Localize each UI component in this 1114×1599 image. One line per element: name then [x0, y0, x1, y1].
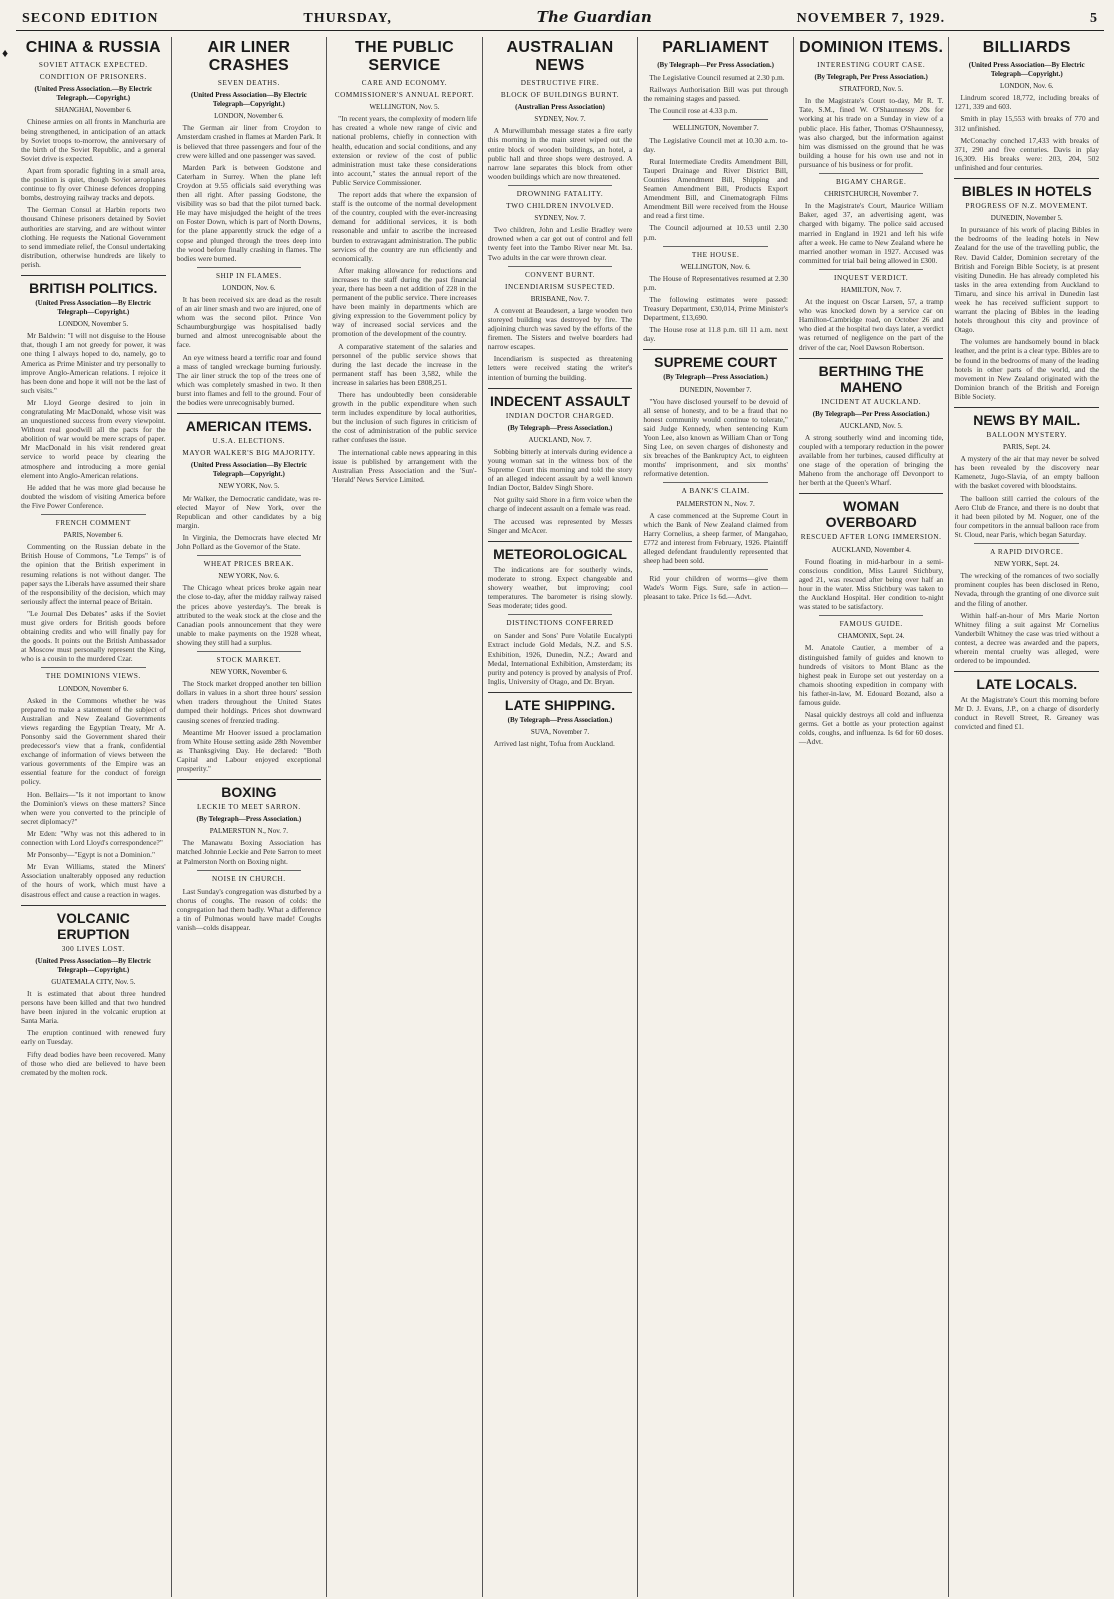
article	[799, 493, 944, 611]
article	[177, 651, 322, 773]
dateline: AUCKLAND, November 4.	[831, 545, 911, 554]
subheading: BIGAMY CHARGE.	[835, 178, 907, 187]
dateline: HAMILTON, Nov. 7.	[840, 285, 902, 294]
dateline: SYDNEY, Nov. 7.	[534, 214, 586, 223]
paragraph: The German Consul at Harbin reports two thousand Chinese prisoners detained by Soviet authorities are starving, and are without winter clothing. He requests the National Government to send immediate relief, the Consul undertaking distribution, otherwise hundreds are likely to perish.	[21, 205, 166, 269]
subheading: LECKIE TO MEET SARRON.	[196, 803, 301, 812]
dateline: NEW YORK, Nov. 5.	[218, 482, 280, 491]
subheading: RESCUED AFTER LONG IMMERSION.	[800, 533, 942, 542]
divider	[508, 266, 613, 267]
subheading: MAYOR WALKER'S BIG MAJORITY.	[182, 449, 316, 458]
wire-credit: (United Press Association—By Electric Telegraph—Copyright.)	[35, 956, 152, 974]
dateline: PARIS, Sept. 24.	[1003, 443, 1051, 452]
wire-credit: (United Press Association—By Electric Telegraph—Copyright.)	[190, 461, 307, 479]
article	[21, 39, 166, 269]
wire-credit: (United Press Association—By Electric Telegraph—Copyright.)	[968, 61, 1085, 79]
headline: AUSTRALIAN NEWS	[506, 39, 614, 74]
paragraph: "In recent years, the complexity of modern life has created a whole new range of civic and national problems, chiefly in connection with health, education and social conditions, and any extension or review of the cost of public administration must take these considerations into account," states the annual report of the Public Service Commissioner.	[332, 114, 477, 187]
headline: NEWS BY MAIL.	[954, 407, 1099, 428]
wire-credit: (United Press Association—By Electric Telegraph—Copyright.)	[35, 298, 152, 317]
dateline: STRATFORD, Nov. 5.	[839, 85, 904, 94]
column-6	[793, 37, 949, 1597]
wire-credit: (Australian Press Association)	[515, 103, 605, 112]
subheading: WHEAT PRICES BREAK.	[203, 560, 295, 569]
divider	[197, 651, 302, 652]
headline: BILLIARDS	[982, 39, 1071, 56]
divider	[663, 482, 768, 483]
paragraph: Railways Authorisation Bill was put through the remaining stages and passed.	[643, 85, 788, 104]
divider	[819, 615, 924, 616]
article	[488, 692, 633, 748]
article	[21, 514, 166, 663]
subheading: A RAPID DIVORCE.	[990, 548, 1064, 557]
article	[177, 779, 322, 866]
article	[21, 905, 166, 1077]
paragraph: A strong southerly wind and incoming tide, coupled with a temporary reduction in the power available from her turbines, caused difficulty at one stage of the operation of bringing the Maheno from the anchorage off Devonport to her berth at the Queen's Wharf.	[798, 432, 944, 488]
wire-credit: (By Telegraph—Press Association.)	[507, 715, 613, 724]
paragraph: An eye witness heard a terrific roar and found a mass of tangled wreckage burning furiously. The air liner struck the top of the trees one of which was completely smashed in two. It then burst into flames and fell to the ground. Four of the bodies were unrecognisably burned.	[176, 352, 322, 407]
subheading: BALLOON MYSTERY.	[986, 431, 1068, 439]
dateline: PARIS, November 6.	[63, 531, 123, 540]
dateline: AUCKLAND, Nov. 5.	[839, 421, 903, 430]
paragraph: Marden Park is between Godstone and Caterham in Surrey. When the plane left Croydon at 9.55 officials said everything was then all right. After passing Godstone, the visibility was so bad that the pilot turned back. He may have misjudged the height of the trees on Foster Down, which is part of North Downs, for the plane apparently struck the edge of a copse and plunged through the trees deep into the wood before finally crashing in flames. The bodies were burned.	[176, 162, 322, 263]
paragraph: Chinese armies on all fronts in Manchuria are being strengthened, in anticipation of an attack by Soviet troops to-morrow, the anniversary of the birth of the Soviet Republic, and a general Soviet drive is expected.	[21, 117, 166, 163]
subheading: THE HOUSE.	[691, 250, 740, 259]
paragraph: In the Magistrate's Court to-day, Mr R. T. Tate, S.M., fined W. O'Shaunnessy 20s for working at his trade on a Sunday in view of a public place. His father, Thomas O'Shaunnessy, was also charged, but the information against him was dismissed on the ground that he was building a house for his own use and not in pursuance of his business or for profit.	[798, 96, 944, 169]
paragraph: Meantime Mr Hoover issued a proclamation from White House setting aside 28th November as Thanksgiving Day. He declared: "Both Capital and Labour enjoyed exceptional prosperity."	[176, 727, 322, 773]
subheading: FRENCH COMMENT	[55, 519, 131, 528]
article	[799, 358, 944, 488]
divider	[197, 870, 302, 871]
headline: INDECENT ASSAULT	[488, 388, 633, 409]
article	[643, 119, 788, 241]
dateline: BRISBANE, Nov. 7.	[530, 294, 590, 303]
dateline: NEW YORK, November 6.	[210, 668, 288, 677]
paragraph: Mr Ponsonby—"Egypt is not a Dominion."	[27, 850, 155, 860]
dateline: WELLINGTON, November 7.	[672, 124, 759, 133]
column-5	[637, 37, 793, 1597]
dateline: SYDNEY, Nov. 7.	[534, 115, 586, 124]
headline: AIR LINER CRASHES	[207, 39, 291, 74]
divider	[819, 173, 924, 174]
article	[799, 269, 944, 352]
subheading: INCIDENT AT AUCKLAND.	[821, 397, 922, 406]
paragraph: A comparative statement of the salaries and personnel of the public service shows that during the last decade the increase in the permanent staff has been 3,582, while the increase in salaries has been £808,251.	[332, 341, 477, 387]
paragraph: Rural Intermediate Credits Amendment Bill, Tauperi Drainage and River District Bill, Counties Amendment Bill, Shipping and Seamen Amendment Bill, Products Export Amendment Bill, and Cinematograph Films Amendment Bill were received from the House and read a first time.	[643, 156, 788, 221]
article	[954, 178, 1099, 401]
headline: PARLIAMENT	[662, 39, 769, 56]
paragraph: The German air liner from Croydon to Amsterdam crashed in flames at Marden Park. It is believed that three passengers and four of the crew were killed and one passenger was saved.	[176, 123, 322, 160]
paragraph: Smith in play 15,553 with breaks of 770 and 312 unfinished.	[954, 114, 1100, 133]
article	[21, 275, 166, 510]
paragraph: It is estimated that about three hundred persons have been killed and that two hundred have been injured in the volcanic eruption at Santa Maria.	[21, 988, 166, 1026]
article	[643, 482, 788, 565]
divider	[819, 269, 924, 270]
headline: WOMAN OVERBOARD	[799, 493, 944, 530]
article	[799, 173, 944, 265]
paragraph: Arrived last night, Tofua from Auckland.	[493, 739, 615, 749]
wire-credit: (United Press Association.—By Electric Telegraph.—Copyright.)	[34, 85, 153, 103]
column-2	[171, 37, 327, 1597]
paragraph: Hon. Bellairs—"Is it not important to know the Dominion's views on these matters? Since when were you converted to the principle of secret diplomacy?"	[21, 789, 166, 826]
dateline: NEW YORK, Sept. 24.	[994, 560, 1060, 569]
paragraph: The wrecking of the romances of two socially prominent couples has been disclosed in Reno, Nevada, through the granting of one divorce suit and the filing of another.	[954, 571, 1100, 608]
paragraph: Mr Baldwin: "I will not disguise to the House that, though I am not greedy for power, it was one thing I always hoped to do, namely, go to America as Prime Minister and try personally to improve Anglo-American relations. I rejoice it has been done and hope it will not be the last of such visits."	[21, 331, 166, 395]
paragraph: A convent at Beaudesert, a large wooden two storeyed building was destroyed by fire. The adjoining church was saved by the efforts of the firemen. The Sisters and twelve boarders had narrow escapes.	[487, 305, 633, 352]
wire-credit: (United Press Association—By Electric Telegraph—Copyright.)	[190, 91, 307, 109]
paragraph: The report adds that where the expansion of staff is the outcome of the normal development of the country, coupled with the ever-increasing demand for additional services, it is both reasonable and unfair to ascribe the increased burden to extravagant administration. The public services of the country are run efficiently and economically.	[332, 190, 477, 263]
paragraph: Commenting on the Russian debate in the British House of Commons, "Le Temps" is of the opinion that the British experiment in resuming relations is not without danger. The paper says the Liberals have assumed their share of the responsibility of the decision, which may seriously affect the internal peace of Britain.	[21, 542, 166, 606]
headline: METEOROLOGICAL	[488, 541, 633, 562]
dateline: CHAMONIX, Sept. 24.	[837, 632, 905, 641]
subheading: FAMOUS GUIDE.	[839, 620, 903, 629]
paragraph: A case commenced at the Supreme Court in which the Bank of New Zealand claimed from Harry Cornelius, a sheep farmer, of Mangahao, £772 and interest from February, 1926. Plaintiff alleged defendant fraudulently represented that sheep had been sold.	[643, 510, 788, 566]
paragraph: M. Anatole Cautier, a member of a distinguished family of guides and known to hundreds of visitors to Mont Blanc as the highest peak in Europe set out yesterday on a chamois shooting expedition in company with his father-in-law, M. Edouard Bozand, also a famous guide.	[798, 643, 944, 707]
wire-credit: (By Telegraph—Press Association.)	[507, 423, 613, 432]
headline: BIBLES IN HOTELS	[954, 178, 1099, 199]
paragraph: Apart from sporadic fighting in a small area, the position is quiet, though Soviet aeroplanes continue to fly over Chinese defences dropping bombs, destroying railway tracks and depots.	[21, 165, 166, 203]
divider	[197, 555, 302, 556]
headline: CHINA & RUSSIA	[25, 39, 161, 56]
paragraph: on Sander and Sons' Pure Volatile Eucalypti Extract include Gold Medals, N.Z. and S.S. Exhibition, 1926, Dunedin, N.Z.; Award and Medal, International Exhibition, Amsterdam; its purity and potency is proved by analysis of Prof. Inglis, University of Otago, and Dr. Bryan.	[487, 631, 633, 686]
article	[954, 671, 1099, 731]
article	[488, 185, 633, 262]
paragraph: Incendiarism is suspected as threatening letters were received stating the writer's intention of burning the building.	[487, 354, 633, 382]
paragraph: The Manawatu Boxing Association has matched Johnnie Leckie and Pete Sarron to meet at Palmerston North on Boxing night.	[176, 838, 322, 866]
divider	[41, 667, 146, 668]
paragraph: The Legislative Council resumed at 2.30 p.m.	[649, 73, 785, 83]
subheading: INQUEST VERDICT.	[834, 273, 909, 282]
paragraph: At the Magistrate's Court this morning before Mr D. J. Evans, J.P., on a charge of disorderly conduct in Revell Street, R. Greaney was convicted and fined £1.	[954, 695, 1100, 732]
dateline: DUNEDIN, November 5.	[990, 214, 1063, 223]
weekday-label: THURSDAY,	[303, 11, 392, 26]
paragraph: The accused was represented by Messrs Singer and McAcer.	[487, 516, 633, 535]
article	[488, 614, 633, 686]
dateline: NEW YORK, Nov. 6.	[218, 572, 280, 581]
subheading: CARE AND ECONOMY.	[361, 79, 448, 87]
subheading: INDIAN DOCTOR CHARGED.	[505, 411, 615, 420]
article	[332, 39, 477, 484]
article	[643, 39, 788, 115]
paragraph: McConachy conched 17,433 with breaks of 371, 290 and five centuries. Davis in play 16,309. His breaks were: 203, 204, 502 unfinished and four centuries.	[954, 135, 1100, 172]
article	[177, 870, 322, 933]
dateline: SUVA, November 7.	[530, 727, 590, 736]
paragraph: Sobbing bitterly at intervals during evidence a young woman sat in the witness box of the Supreme Court this morning and told the story of an alleged indecent assault by a well known Indian Doctor, Baldev Singh Shore.	[487, 446, 633, 493]
article	[954, 39, 1099, 172]
paragraph: In pursuance of his work of placing Bibles in the bedrooms of the leading hotels in New Zealand for the use of the travelling public, the Rev. David Calder, Dominion secretary of the British and Foreign Bible Society, is at present visiting Dunedin. He has already completed his tasks in the area extending from Auckland to Timaru, and since his arrival in Dunedin last week he has received sufficient support to warrant the placing of Bibles in the leading hotels throughout this city and province of Otago.	[954, 225, 1100, 335]
paragraph: The Stock market dropped another ten billion dollars in values in a short three hours' session when traders throughout the United States dumped their holdings. Prices shot downward causing scenes of frenzied trading.	[176, 679, 322, 725]
dateline: WELLINGTON, Nov. 5.	[369, 103, 440, 112]
paragraph: "Le Journal Des Debates" asks if the Soviet must give orders for British goods before obtaining credits and who will finally pay for the goods. It points out the British Ambassador at Moscow must personally represent the King, who is a cousin to the murdered Czar.	[21, 608, 166, 664]
headline: THE PUBLIC SERVICE	[354, 39, 454, 74]
headline: BERTHING THE MAHENO	[799, 358, 944, 395]
dateline: LONDON, Nov. 6.	[222, 283, 276, 292]
divider	[974, 543, 1079, 544]
paragraph: The House rose at 11.8 p.m. till 11 a.m. next day.	[643, 325, 788, 344]
paragraph: Two children, John and Leslie Bradley were drowned when a car got out of control and fell twenty feet into the Tambo River near Mt. Isa. Two adults in the car were thrown clear.	[487, 225, 633, 262]
dateline: PALMERSTON N., Nov. 7.	[209, 827, 289, 836]
subheading: THE DOMINIONS VIEWS.	[45, 672, 141, 681]
subheading: TWO CHILDREN INVOLVED.	[506, 202, 614, 211]
dateline: CHRISTCHURCH, November 7.	[824, 190, 919, 199]
paragraph: The indications are for southerly winds, moderate to strong. Expect changeable and showery weather, but improving; cool temperatures. The barometer is rising slowly. Seas moderate; tides good.	[487, 564, 633, 611]
paragraph: "You have disclosed yourself to be devoid of all sense of honesty, and to be a fraud that no honest community would continue to tolerate," said Judge Kennedy, when sentencing Kum Yoon Lee, also known as William Chan or Tong Sing Lee, on seven charges of dishonesty and six breaches of the Bankruptcy Act, to eighteen months' imprisonment, and six months' reformative detention.	[643, 396, 788, 479]
subheading: CONDITION OF PRISONERS.	[39, 73, 147, 82]
paragraph: The eruption continued with renewed fury early on Tuesday.	[21, 1028, 166, 1047]
dateline: AUCKLAND, Nov. 7.	[528, 435, 592, 444]
paragraph: The volumes are handsomely bound in black leather, and the print is a clear type. Bibles are to be found in the bedrooms of many of the leading hotels in other parts of the world, and the movement in New Zealand originated with the Dominion branch of the British and Foreign Bible Society.	[954, 337, 1100, 401]
divider	[663, 119, 768, 120]
subheading: INCENDIARISM SUSPECTED.	[505, 282, 616, 291]
subheading: DISTINCTIONS CONFERRED	[506, 619, 614, 628]
divider	[508, 614, 613, 615]
subheading: STOCK MARKET.	[216, 655, 282, 664]
paragraph: Not guilty said Shore in a firm voice when the charge of indecent assault on a female was read.	[487, 495, 633, 514]
divider	[508, 185, 613, 186]
article	[643, 349, 788, 478]
subheading: DROWNING FATALITY.	[516, 189, 604, 198]
paragraph: In Virginia, the Democrats have elected Mr John Pollard as the Governor of the State.	[176, 532, 322, 552]
paragraph: Asked in the Commons whether he was prepared to make a statement of the subject of Australian and New Zealand Governments views regarding the Egyptian Treaty, Mr A. Ponsonby said the Government shared their predecessor's view that a frank, confidential exchange of information of views between the various governments of the Empire was an essential feature for the conduct of foreign policy.	[21, 695, 166, 787]
clip-mark-icon: ♦	[2, 46, 9, 60]
paragraph: Mr Lloyd George desired to join in congratulating Mr MacDonald, whose visit was an unquestioned success from every viewpoint. Without real goodwill all the pacts for the abolition of war would be mere scraps of paper. Mr MacDonald in his visit rendered great service to world peace by clearing the atmosphere and introducing a more genial element into Anglo-American relations.	[21, 397, 166, 480]
dateline: LONDON, November 6.	[58, 684, 129, 693]
article	[177, 555, 322, 647]
subheading: U.S.A. ELECTIONS.	[212, 437, 286, 446]
page-number: 5	[1089, 11, 1098, 26]
paragraph: The Council adjourned at 10.53 until 2.30 p.m.	[643, 223, 788, 242]
subheading: SEVEN DEATHS.	[217, 79, 280, 87]
dateline: DUNEDIN, November 7.	[679, 385, 752, 394]
paragraph: Rid your children of worms—give them Wade's Worm Figs. Sure, safe in action—pleasant to take. Price 1s 6d.—Advt.	[643, 574, 788, 602]
article	[799, 39, 944, 169]
column-3	[326, 37, 482, 1597]
paragraph: The Chicago wheat prices broke again near the close to-day, after the midday railway raised the prices above yesterday's. The break is attributed to the weak stock at the close and the Canadian pools announcement that they were unable to make payments on the 1928 wheat, showing they still had a surplus.	[176, 583, 322, 647]
subheading: A BANK'S CLAIM.	[681, 487, 750, 496]
headline: DOMINION ITEMS.	[799, 39, 944, 56]
paragraph: A mystery of the air that may never be solved has been revealed by the discovery near Kamenetz, Jugo-Slavia, of an empty balloon with the basket covered with bloodstains.	[954, 454, 1100, 491]
dateline: PALMERSTON N., Nov. 7.	[676, 499, 755, 508]
paragraph: Found floating in mid-harbour in a semi-conscious condition, Miss Laurel Stichbury, aged 21, was rescued after being over half an hour in the water. Miss Stichbury was taken to the Auckland Hospital. Her condition to-night was stated to be satisfactory.	[798, 556, 944, 612]
wire-credit: (By Telegraph, Per Press Association.)	[814, 73, 928, 82]
paragraph: The international cable news appearing in this issue is published by arrangement with the Australian Press Association and the 'Sun'-'Herald' News Service Limited.	[332, 447, 477, 484]
paragraph: A Murwillumbah message states a fire early this morning in the main street wiped out the entire block of wooden buildings, an hotel, a public hall and three shops were destroyed. A narrow lane separates this block from other wooden buildings which are now threatened.	[487, 126, 633, 181]
article	[799, 615, 944, 746]
columns	[16, 31, 1104, 1597]
headline: VOLCANIC ERUPTION	[21, 905, 166, 942]
paragraph: Mr Walker, the Democratic candidate, was re-elected Mayor of New York, over the Republican and other candidates by a big margin.	[176, 493, 322, 530]
subheading: COMMISSIONER'S ANNUAL REPORT.	[334, 91, 475, 100]
paragraph: The balloon still carried the colours of the Aero Club de France, and there is no doubt that it had been piloted by M. Noguer, one of the four competitors in the annual balloon race from St. Cloud, near Paris, which began Saturday.	[954, 493, 1100, 539]
column-1	[16, 37, 171, 1597]
headline: AMERICAN ITEMS.	[177, 413, 322, 434]
dateline: LONDON, November 6.	[214, 112, 284, 121]
article	[488, 541, 633, 610]
column-4	[482, 37, 638, 1597]
dateline: LONDON, November 5.	[58, 320, 129, 329]
article	[954, 543, 1099, 665]
article	[177, 413, 322, 551]
article	[488, 39, 633, 181]
paragraph: Last Sunday's congregation was disturbed by a chorus of coughs. The reason of colds: the congregation had them badly. What a difference a tin of Pulmonas would have made! Coughs vanish—colds disappear.	[176, 886, 322, 933]
edition-label: SECOND EDITION	[22, 11, 159, 26]
dateline: WELLINGTON, Nov. 6.	[680, 262, 751, 271]
subheading: INTERESTING COURT CASE.	[817, 61, 926, 69]
subheading: CONVENT BURNT.	[525, 270, 596, 279]
paragraph: Fifty dead bodies have been recovered. Many of those who died are believed to have been cremated by the molten rock.	[21, 1049, 166, 1077]
paragraph: The Council rose at 4.33 p.m.	[649, 106, 738, 116]
column-7	[948, 37, 1104, 1597]
paper-title: The Guardian	[536, 8, 652, 26]
wire-credit: (By Telegraph—Per Press Association.)	[812, 409, 930, 418]
paragraph: Nasal quickly destroys all cold and influenza germs. Get a bottle as your protection against colds, coughs, and influenza. Is 6d for 60 doses.—Advt.	[798, 710, 944, 747]
article	[643, 569, 788, 601]
masthead	[16, 8, 1104, 31]
paragraph: It has been received six are dead as the result of an air liner smash and two are injured, one of whom was the second pilot. Prince Von Schaumburgburgige was hospitalised badly burned and almost unrecognisable about the face.	[176, 294, 322, 350]
subheading: NOISE IN CHURCH.	[212, 874, 286, 883]
article	[488, 266, 633, 382]
issue-date: NOVEMBER 7, 1929.	[796, 11, 946, 26]
paragraph: There has undoubtedly been considerable growth in the public expenditure when such term includes expenditure by local authorities, but the inclusion of such figures in criticism of the cost of administration of the public service rather confuses the issue.	[332, 390, 477, 445]
paragraph: At the inquest on Oscar Larsen, 57, a tramp who was knocked down by a service car on Hamilton-Cambridge road, on October 26 and who died at the hospital two days later, a verdict was returned of negligence on the part of the driver of the car, Noel Dawson Robertson.	[798, 297, 944, 352]
paragraph: The following estimates were passed: Treasury Department, £30,014, Prime Minister's Department, £13,690.	[643, 294, 788, 323]
article	[21, 667, 166, 898]
article	[954, 407, 1099, 539]
dateline: GUATEMALA CITY, Nov. 5.	[51, 977, 136, 986]
headline: BOXING	[177, 779, 322, 800]
subheading: 300 LIVES LOST.	[61, 944, 125, 953]
divider	[663, 569, 768, 570]
paragraph: In the Magistrate's Court, Maurice William Baker, aged 37, an advertising agent, was charged with bigamy. The police said accused married in England in 1921 and left his wife after a week. He came to New Zealand where he married another woman in 1927. Accused was committed for trial bail being allowed in £300.	[798, 201, 944, 265]
divider	[41, 514, 146, 515]
wire-credit: (By Telegraph—Press Association.)	[663, 373, 768, 382]
subheading: BLOCK OF BUILDINGS BURNT.	[500, 91, 620, 100]
paragraph: Within half-an-hour of Mrs Marie Norton Whitney filing a suit against Mr Cornelius Vanderbilt Whitney the case was tried without a contest, a decree was awarded and the papers, wherein mental cruelty was alleged, were ordered to be impounded.	[954, 610, 1100, 666]
paragraph: After making allowance for reductions and increases to the staff during the past financial year, there has been a net addition of 228 in the permanent of the public service. There increases have been mainly in departments which are giving expression to the Government policy by way of increased social services and the promotion of the development of the country.	[332, 265, 477, 339]
paragraph: The House of Representatives resumed at 2.30 p.m.	[643, 273, 788, 292]
headline: LATE LOCALS.	[954, 671, 1099, 692]
headline: BRITISH POLITICS.	[21, 275, 166, 296]
paragraph: He added that he was more glad because he doubted the wisdom of visiting America before the Five Power Conference.	[21, 482, 166, 510]
headline: SUPREME COURT	[643, 349, 788, 370]
paragraph: Mr Eden: "Why was not this adhered to in connection with Lord Lloyd's correspondence?"	[21, 828, 166, 848]
dateline: SHANGHAI, November 6.	[54, 106, 132, 115]
divider	[197, 267, 302, 268]
subheading: SOVIET ATTACK EXPECTED.	[38, 61, 148, 69]
paragraph: Mr Evan Williams, stated the Miners' Association unalterably opposed any reduction of the hours of work, which must have a disastrous effect and cause a reaction in wages.	[21, 862, 166, 899]
wire-credit: (By Telegraph—Per Press Association.)	[657, 61, 774, 69]
paragraph: The Legislative Council met at 10.30 a.m. to-day.	[643, 135, 788, 154]
dateline: LONDON, Nov. 6.	[1000, 82, 1054, 91]
wire-credit: (By Telegraph—Press Association.)	[196, 815, 302, 824]
divider	[663, 246, 768, 247]
headline: LATE SHIPPING.	[488, 692, 633, 713]
subheading: DESTRUCTIVE FIRE.	[520, 79, 600, 87]
subheading: SHIP IN FLAMES.	[216, 271, 282, 280]
article	[177, 39, 322, 263]
article	[643, 246, 788, 344]
subheading: PROGRESS OF N.Z. MOVEMENT.	[965, 202, 1088, 211]
article	[177, 267, 322, 407]
paragraph: Lindrum scored 18,772, including breaks of 1271, 339 and 603.	[954, 93, 1100, 112]
article	[488, 388, 633, 535]
